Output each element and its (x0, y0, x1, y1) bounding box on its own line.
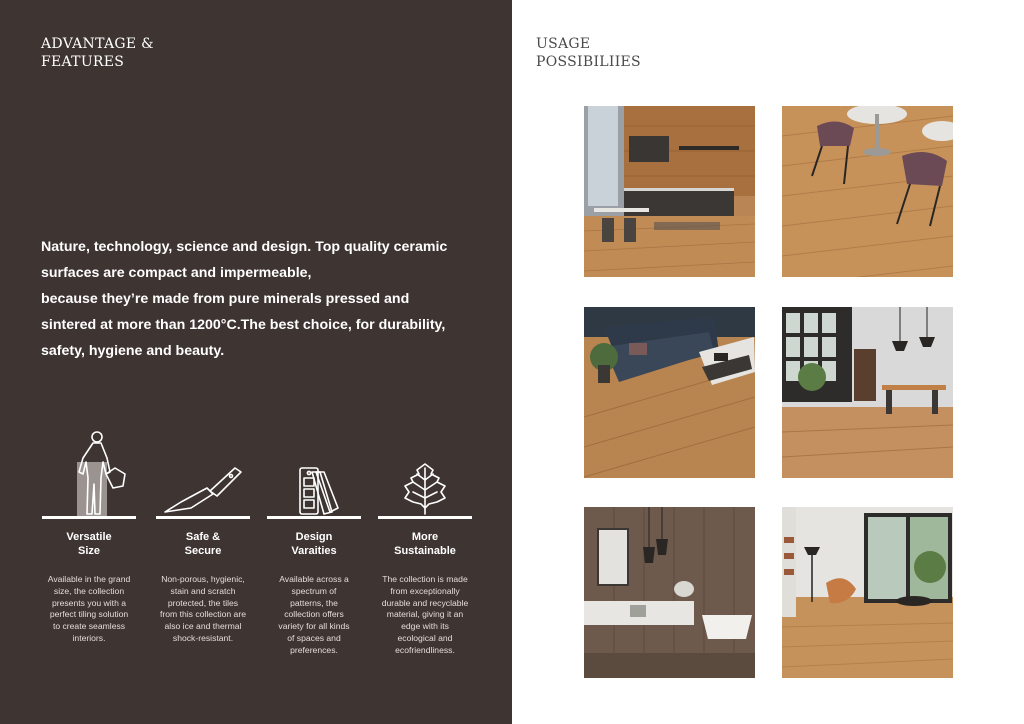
advantages-title: ADVANTAGE & FEATURES (41, 36, 154, 70)
human-scale-icon (37, 428, 141, 516)
feature-more-sustainable (373, 428, 477, 657)
living-room-photo (584, 307, 755, 478)
feature-divider (378, 516, 472, 519)
usage-gallery (584, 106, 953, 678)
feature-versatile-size (37, 428, 141, 645)
feature-divider (156, 516, 250, 519)
usage-title: USAGE POSSIBILIIES (536, 36, 641, 70)
lounge-photo (782, 507, 953, 678)
feature-description: Available in the grand size, the collection presents you with a perfect tiling solution to create seamless interiors. (47, 574, 131, 643)
feature-title: Safe & Secure (184, 531, 222, 557)
feature-safe-secure (151, 428, 255, 645)
feature-description: Non-porous, hygienic, stain and scratch protected, the tiles from this collection are also ice and thermal shock-resistant. (160, 574, 246, 643)
feature-title: Design Varaities (291, 531, 337, 557)
kitchen-photo (584, 106, 755, 277)
loft-dining-photo (782, 307, 953, 478)
swatch-fan-icon (262, 428, 366, 516)
dining-chairs-photo (782, 106, 953, 277)
feature-title: More Sustainable (394, 531, 456, 557)
feature-design-varieties (262, 428, 366, 657)
leaf-icon (373, 428, 477, 516)
feature-description: Available across a spectrum of patterns, the collection offers variety for all kinds of spaces and preferences. (278, 574, 350, 655)
usage-panel (512, 0, 1024, 724)
bathroom-photo (584, 507, 755, 678)
knife-icon (151, 428, 255, 516)
feature-divider (42, 516, 136, 519)
feature-description: The collection is made from exceptionally durable and recyclable material, giving it an edge with its ecological and ecofriendliness. (381, 574, 469, 655)
feature-divider (267, 516, 361, 519)
feature-title: Versatile Size (66, 531, 112, 557)
intro-paragraph: Nature, technology, science and design. Top quality ceramic surfaces are compact and impermeable, because they’re made from pure minerals pressed and sintered at more than 1200°C.The best choice, for durability, safety, hygiene and beauty. (41, 239, 448, 359)
